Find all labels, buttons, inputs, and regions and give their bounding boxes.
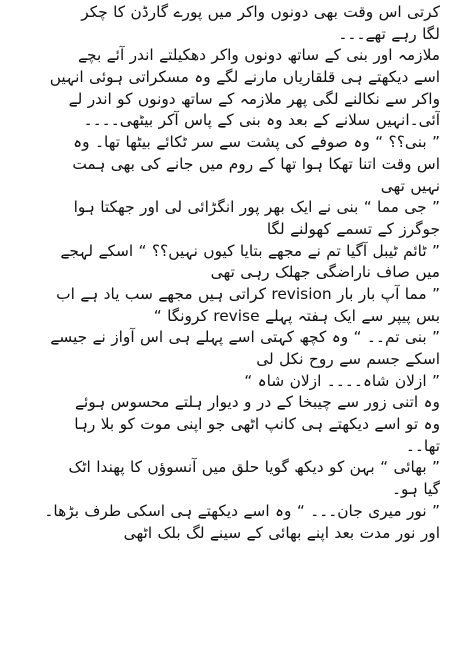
text-line-3: ملازمہ اور بنی کے ساتھ دونوں واکر دھکیلتے اندر آئے بچے — [78, 46, 440, 65]
text-line-8: اس وقت اتنا تھکا ہوا تھا کے روم میں جانے کی بھی ہمت — [72, 154, 440, 173]
text-line-15: بس پیپر سے ایک ہفتہ پہلے revise کرونگا “ — [153, 306, 440, 325]
text-line-25: اور نور مدت بعد اپنے بھائی کے سینے لگ بلک اٹھی — [123, 523, 440, 542]
text-line-2: لگا رہے تھے۔۔۔ — [338, 24, 440, 43]
text-line-5: واکر سے نکالنے لگی پھر ملازمہ کے ساتھ دونوں کو اندر لے — [68, 89, 440, 108]
text-line-11: جوگرز کے تسمے کھولنے لگا — [266, 219, 440, 238]
text-line-17: اسکے جسم سے روح نکل لی — [256, 350, 440, 368]
text-line-10: ” جی مما “ بنی نے ایک بھر پور انگڑائی لی اور جھکتا ہوا — [73, 198, 440, 217]
text-line-24: ” نور میری جان۔۔۔ “ وہ اسے دیکھتے ہی اسکی طرف بڑھا۔ — [44, 501, 440, 520]
text-line-9: نہیں تھی — [380, 176, 440, 195]
text-line-13: میں صاف ناراضگی جھلک رہی تھی — [210, 263, 440, 282]
urdu-story-text — [8, 2, 440, 544]
text-line-23: گیا ہو۔ — [391, 480, 440, 499]
text-line-16: ” بنی تم۔۔ “ وہ کچھ کہتی اسے پہلے ہی اس آواز نے جیسے — [50, 328, 440, 347]
text-line-19: وہ اتنی زور سے چیبخا کے در و دیوار ہلتے محسوس ہوئے — [75, 393, 440, 412]
text-line-22: ” بھائی “ بہن کو دیکھ گویا حلق میں آنسوؤں کا پھندا اٹک — [68, 458, 440, 477]
text-line-6: آئی۔انہیں سلانے کے بعد وہ بنی کے پاس آکر بیٹھی۔۔۔۔ — [83, 111, 440, 130]
text-line-4: اسے دیکھتے ہی قلقاریاں مارنے لگے وہ مسکراتی ہوئی انہیں — [49, 68, 440, 87]
text-line-18: ” ازلان شاہ۔۔۔۔ ازلان شاہ “ — [244, 371, 440, 390]
text-line-1: کرتی اس وقت بھی دونوں واکر میں پورے گارڈن کا چکر — [81, 3, 440, 21]
text-line-14: ” مما آپ بار بار revision کراتی ہیں مجھے سب یاد ہے اب — [56, 284, 440, 303]
text-line-20: وہ تو اسے دیکھتے ہی کانپ اٹھی جو اپنی موت کو بلا رہا — [74, 415, 440, 434]
text-line-21: تھا۔۔ — [405, 436, 440, 455]
text-line-7: ” بنی؟؟ “ وہ صوفے کی پشت سے سر ٹکائے بیٹھا تھا۔ وہ — [73, 133, 440, 152]
text-line-12: ” ٹائم ٹیبل آگیا تم نے مجھے بتایا کیوں نہیں؟؟ “ اسکے لہجے — [60, 241, 440, 260]
